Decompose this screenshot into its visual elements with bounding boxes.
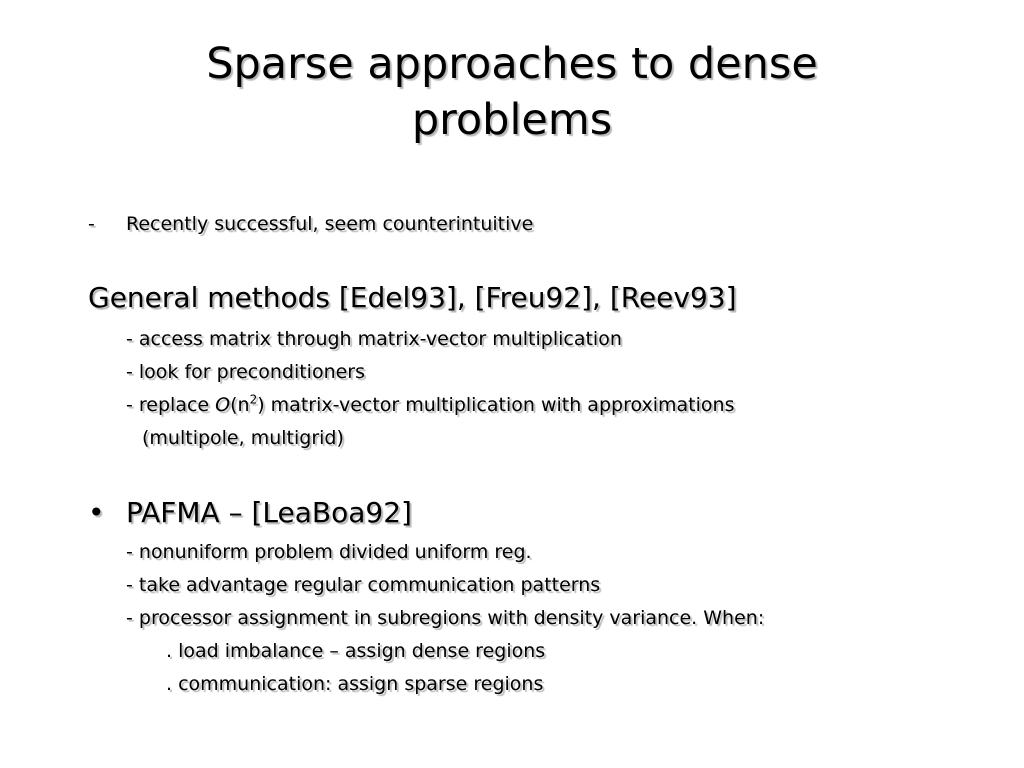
pafma-subitem-1: . load imbalance – assign dense regions <box>166 640 546 662</box>
intro-bullet-text: Recently successful, seem counterintuitive <box>126 213 534 235</box>
slide-title-line-2: problems <box>411 95 613 145</box>
pafma-item-2: - take advantage regular communication patterns <box>126 574 601 596</box>
general-item-1: - access matrix through matrix-vector multiplication <box>126 328 622 350</box>
general-item-3 <box>126 393 734 417</box>
general-item-2: - look for preconditioners <box>126 361 366 383</box>
replace-suffix: ) matrix-vector multiplication with approximations <box>257 394 735 416</box>
round-bullet-marker: • <box>88 496 105 529</box>
general-methods-heading: General methods [Edel93], [Freu92], [Reev93] <box>88 281 737 314</box>
replace-prefix: - replace <box>126 394 216 416</box>
pafma-item-1: - nonuniform problem divided uniform reg. <box>126 541 532 563</box>
slide-title-line-1: Sparse approaches to dense <box>206 39 818 89</box>
dash-bullet-marker: - <box>88 213 95 235</box>
replace-paren: (n <box>230 394 250 416</box>
pafma-subitem-2: . communication: assign sparse regions <box>166 673 544 695</box>
pafma-heading: PAFMA – [LeaBoa92] <box>126 496 412 529</box>
general-item-3-continuation: (multipole, multigrid) <box>142 427 344 449</box>
exponent: 2 <box>249 392 258 407</box>
big-o-symbol: O <box>215 394 231 416</box>
slide-title <box>0 36 1024 148</box>
pafma-item-3: - processor assignment in subregions with density variance. When: <box>126 607 765 629</box>
